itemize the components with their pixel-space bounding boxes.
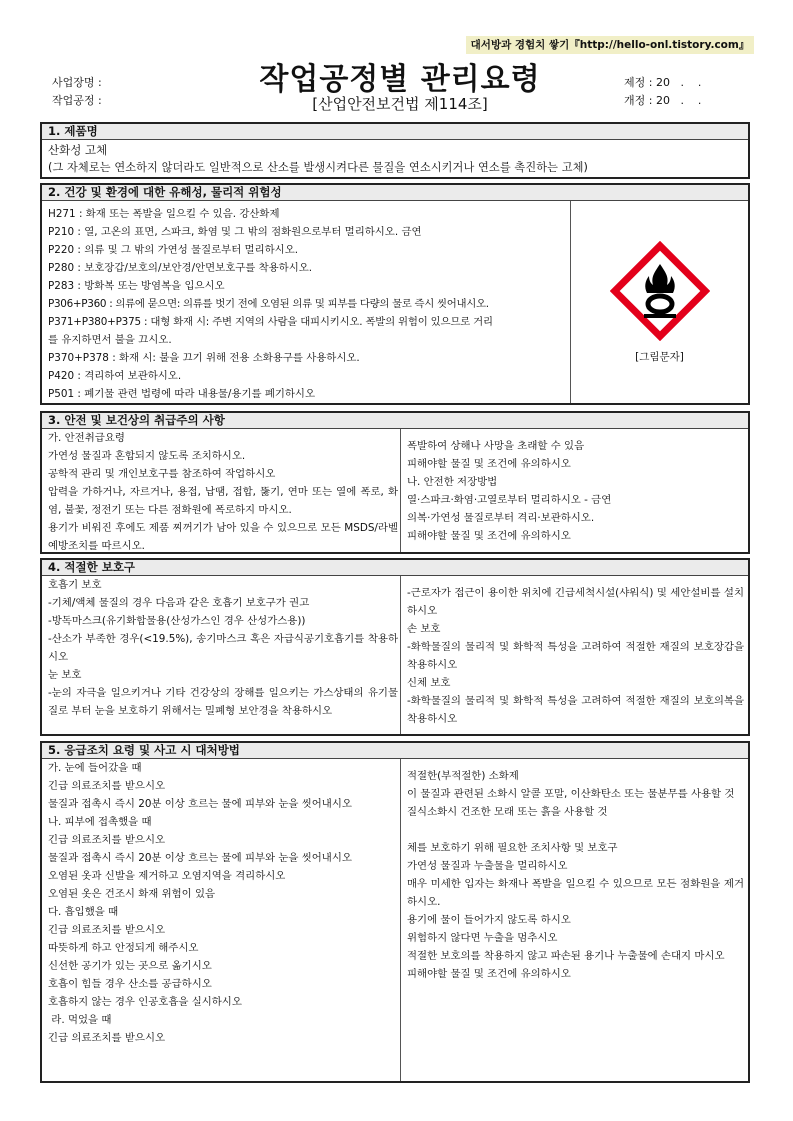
first-aid-left	[42, 759, 402, 1081]
storage-line: 피해야할 물질 및 조건에 유의하시오	[407, 530, 571, 542]
handling-line: 가. 안전취급요령	[48, 432, 125, 444]
protection-left	[42, 576, 402, 734]
storage-line: 나. 안전한 저장방법	[407, 476, 498, 488]
first-aid-line: 라. 먹었을 때	[48, 1014, 112, 1026]
pictogram-box	[571, 201, 748, 403]
protection-line: 눈 보호	[48, 669, 82, 681]
first-aid-line: 나. 피부에 접촉했을 때	[48, 816, 152, 828]
first-aid-line: 긴급 의료조치를 받으시오	[48, 924, 166, 936]
handling-left	[42, 429, 402, 552]
workplace-label: 사업장명 :	[52, 76, 102, 89]
section-title: 2. 건강 및 환경에 대한 유해성, 물리적 위험성	[42, 185, 748, 201]
first-aid-line: 호흡이 힘들 경우 산소를 공급하시오	[48, 978, 212, 990]
blank-line	[407, 821, 744, 839]
hazard-statements	[42, 201, 573, 403]
storage-line: 피해야할 물질 및 조건에 유의하시오	[407, 458, 571, 470]
product-name: 산화성 고체	[48, 143, 108, 157]
handling-right	[401, 429, 748, 552]
handling-line: 용기가 비워진 후에도 제품 찌꺼기가 남아 있을 수 있으므로 모든 MSDS/라벨 예방조치를 따르시오.	[48, 522, 398, 552]
section-title: 4. 적절한 보호구	[42, 560, 748, 576]
hazard-line: P370+P378 : 화재 시: 불을 끄기 위해 전용 소화용구를 사용하시오.	[48, 352, 360, 364]
protection-line: -기체/액체 물질의 경우 다음과 같은 호흡기 보호구가 권고	[48, 597, 310, 609]
fire-fighting-line: 적절한(부적절한) 소화제	[407, 770, 519, 782]
first-aid-line: 긴급 의료조치를 받으시오	[48, 1032, 166, 1044]
first-aid-line: 신선한 공기가 있는 곳으로 옮기시오	[48, 960, 212, 972]
hazard-line: P306+P360 : 의류에 묻으면: 의류를 벗기 전에 오염된 의류 및 피부를 다량의 물로 즉시 씻어내시오.	[48, 298, 489, 310]
revise-date: 개정 : 20 . .	[624, 94, 702, 107]
handling-line: 공학적 관리 및 개인보호구를 참조하여 작업하시오	[48, 468, 276, 480]
enact-date: 제정 : 20 . .	[624, 76, 702, 89]
protection-line: -화학물질의 물리적 및 화학적 특성을 고려하여 적절한 재질의 보호장갑을 착용하시오	[407, 641, 744, 671]
first-aid-line: 물질과 접촉시 즉시 20분 이상 흐르는 물에 피부와 눈을 씻어내시오	[48, 798, 352, 810]
hazard-line: H271 : 화재 또는 폭발을 일으킬 수 있음. 강산화제	[48, 208, 280, 220]
blog-banner[interactable]: 대서방과 경험치 쌓기『http://hello-onl.tistory.com』	[466, 36, 754, 54]
section-first-aid	[40, 741, 750, 1083]
handling-line: 압력을 가하거나, 자르거나, 용접, 납땜, 접합, 뚫기, 연마 또는 열에 폭로, 화염, 불꽃, 정전기 또는 다른 점화원에 폭로하지 마시오.	[48, 486, 398, 516]
hazard-line: P210 : 열, 고온의 표면, 스파크, 화염 및 그 밖의 점화원으로부터 멀리하시오. 금연	[48, 226, 422, 238]
fire-fighting-line: 가연성 물질과 누출물을 멀리하시오	[407, 860, 568, 872]
first-aid-line: 다. 흡입했을 때	[48, 906, 119, 918]
hazard-line: 를 유지하면서 불을 끄시오.	[48, 334, 172, 346]
first-aid-line: 호흡하지 않는 경우 인공호흡을 실시하시오	[48, 996, 242, 1008]
first-aid-line: 물질과 접촉시 즉시 20분 이상 흐르는 물에 피부와 눈을 씻어내시오	[48, 852, 352, 864]
fire-fighting-line: 이 물질과 관련된 소화시 알콜 포말, 이산화탄소 또는 물분무를 사용할 것	[407, 788, 735, 800]
storage-line: 폭발하여 상해나 사망을 초래할 수 있음	[407, 440, 585, 452]
protection-line: 호흡기 보호	[48, 579, 102, 591]
storage-line: 의복·가연성 물질로부터 격리·보관하시오.	[407, 512, 595, 524]
product-description: (그 자체로는 연소하지 않더라도 일반적으로 산소를 발생시켜다른 물질을 연소시키거나 연소를 촉진하는 고체)	[48, 161, 588, 174]
first-aid-line: 가. 눈에 들어갔을 때	[48, 762, 142, 774]
flame-over-circle-icon	[610, 241, 710, 341]
protection-line: 손 보호	[407, 623, 441, 635]
handling-line: 가연성 물질과 혼합되지 않도록 조치하시오.	[48, 450, 246, 462]
hazard-line: P283 : 방화복 또는 방염복을 입으시오	[48, 280, 225, 292]
first-aid-line: 오염된 옷과 신발을 제거하고 오염지역을 격리하시오	[48, 870, 286, 882]
protection-line: -산소가 부족한 경우(<19.5%), 송기마스크 혹은 자급식공기호흡기를 착용하시오	[48, 633, 398, 663]
section-title: 3. 안전 및 보건상의 취급주의 사항	[42, 413, 748, 429]
hazard-line: P501 : 폐기물 관련 법령에 따라 내용물/용기를 폐기하시오	[48, 388, 316, 400]
hazard-line: P371+P380+P375 : 대형 화재 시: 주변 지역의 사람을 대피시키시오. 폭발의 위험이 있으므로 거리	[48, 316, 493, 328]
first-aid-line: 따뜻하게 하고 안정되게 해주시오	[48, 942, 199, 954]
first-aid-line: 오염된 옷은 건조시 화재 위험이 있음	[48, 888, 216, 900]
section-product-name	[40, 122, 750, 179]
fire-fighting-right	[401, 759, 748, 1081]
storage-line: 열·스파크·화염·고열로부터 멀리하시오 - 금연	[407, 494, 612, 506]
protection-line: -근로자가 접근이 용이한 위치에 긴급세척시설(샤워식) 및 세안설비를 설치하시오	[407, 587, 744, 617]
fire-fighting-line: 적절한 보호의를 착용하지 않고 파손된 용기나 누출물에 손대지 마시오	[407, 950, 725, 962]
hazard-line: P420 : 격리하여 보관하시오.	[48, 370, 182, 382]
fire-fighting-line: 용기에 물이 들어가지 않도록 하시오	[407, 914, 571, 926]
section-handling	[40, 411, 750, 554]
page-subtitle: [산업안전보건법 제114조]	[312, 95, 488, 113]
protection-line: -방독마스크(유기화합물용(산성가스인 경우 산성가스용))	[48, 615, 306, 627]
fire-fighting-line: 질식소화시 건조한 모래 또는 흙을 사용할 것	[407, 806, 608, 818]
fire-fighting-line: 피해야할 물질 및 조건에 유의하시오	[407, 968, 571, 980]
section-title: 5. 응급조치 요령 및 사고 시 대처방법	[42, 743, 748, 759]
first-aid-line: 긴급 의료조치를 받으시오	[48, 780, 166, 792]
page-title: 작업공정별 관리요령	[259, 62, 541, 97]
protection-line: 신체 보호	[407, 677, 451, 689]
process-label: 작업공정 :	[52, 94, 102, 107]
section-hazards	[40, 183, 750, 405]
first-aid-line: 긴급 의료조치를 받으시오	[48, 834, 166, 846]
fire-fighting-line: 매우 미세한 입자는 화재나 폭발을 일으킬 수 있으므로 모든 점화원을 제거하시오.	[407, 878, 744, 908]
pictogram-label: [그림문자]	[635, 351, 684, 363]
hazard-line: P280 : 보호장갑/보호의/보안경/안면보호구를 착용하시오.	[48, 262, 313, 274]
protection-line: -화학물질의 물리적 및 화학적 특성을 고려하여 적절한 재질의 보호의복을 착용하시오	[407, 695, 744, 725]
fire-fighting-line: 위험하지 않다면 누출을 멈추시오	[407, 932, 558, 944]
fire-fighting-line: 체를 보호하기 위해 필요한 조치사항 및 보호구	[407, 842, 618, 854]
section-protective-equipment	[40, 558, 750, 736]
section-title: 1. 제품명	[42, 124, 748, 140]
hazard-line: P220 : 의류 및 그 밖의 가연성 물질로부터 멀리하시오.	[48, 244, 299, 256]
protection-line: -눈의 자극을 일으키거나 기타 건강상의 장해를 일으키는 가스상태의 유기물질로 부터 눈을 보호하기 위해서는 밀폐형 보안경을 착용하시오	[48, 687, 398, 717]
protection-right	[401, 576, 748, 734]
